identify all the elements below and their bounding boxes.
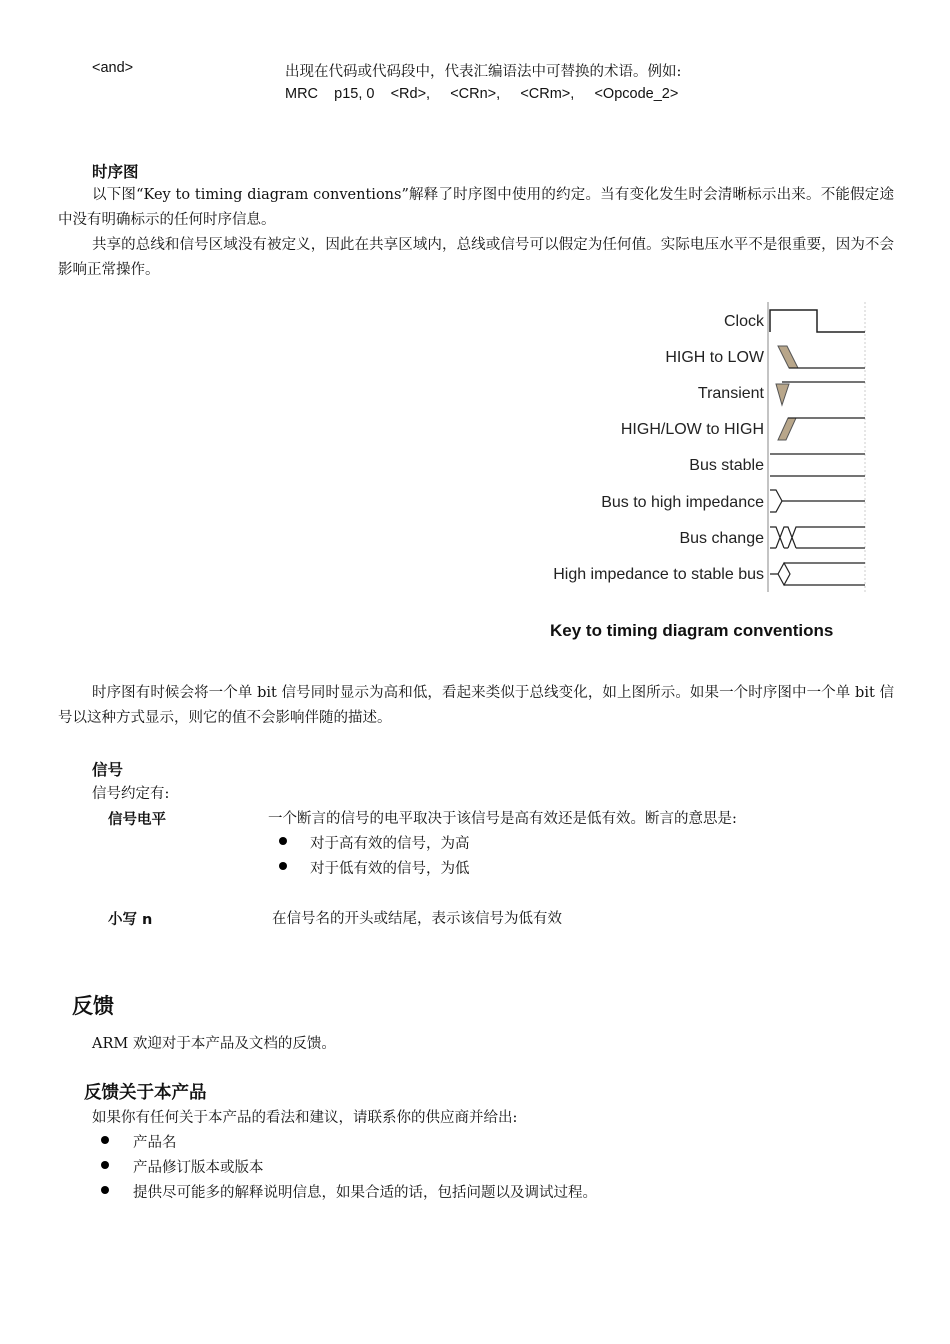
syntax-description: 出现在代码或代码段中，代表汇编语法中可替换的术语。例如: <box>285 64 682 80</box>
lower-n-term: 小写 n <box>108 912 153 928</box>
bus-to-hiz-closing <box>770 490 782 512</box>
timing-conventions-figure <box>520 296 900 652</box>
bullet-dot <box>101 1186 109 1194</box>
label-high-impedance-to-stable-bus: High impedance to stable bus <box>553 566 764 583</box>
label-clock: Clock <box>723 313 764 330</box>
timing-paragraph-1: 以下图“Key to timing diagram conventions”解释了时序图中使用的约定。当有变化发生时会清晰标示出来。不能假定途中没有明确标示的任何时序信息。 <box>58 187 894 228</box>
label-transient: Transient <box>697 385 764 402</box>
syntax-example: MRC p15, 0 <Rd>, <CRn>, <CRm>, <Opcode_2> <box>285 86 679 102</box>
feedback-product-intro: 如果你有任何关于本产品的看法和建议，请联系你的供应商并给出: <box>92 1110 518 1126</box>
feedback-bullet-2: 产品修订版本或版本 <box>133 1160 264 1176</box>
signal-level-description: 一个断言的信号的电平取决于该信号是高有效还是低有效。断言的意思是: <box>268 811 737 827</box>
bullet-dot <box>279 837 287 845</box>
signals-intro: 信号约定有: <box>92 786 170 802</box>
feedback-heading: 反馈 <box>72 994 114 1018</box>
bus-change-waveform <box>770 527 865 548</box>
bullet-dot <box>101 1161 109 1169</box>
lower-n-description: 在信号名的开头或结尾，表示该信号为低有效 <box>272 911 562 927</box>
timing-paragraph-3: 时序图有时候会将一个单 bit 信号同时显示为高和低，看起来类似于总线变化，如上图所示。如果一个时序图中一个单 bit 信号以这种方式显示，则它的值不会影响伴随的描述。 <box>58 685 894 726</box>
label-high-low-to-high: HIGH/LOW to HIGH <box>620 421 764 438</box>
feedback-product-heading: 反馈关于本产品 <box>84 1083 207 1103</box>
label-bus-change: Bus change <box>679 530 764 547</box>
feedback-bullet-3: 提供尽可能多的解释说明信息，如果合适的话，包括问题以及调试过程。 <box>133 1185 597 1201</box>
bullet-dot <box>279 862 287 870</box>
label-bus-to-high-impedance: Bus to high impedance <box>601 494 764 511</box>
low-to-high-transition <box>778 418 796 440</box>
timing-paragraph-2: 共享的总线和信号区域没有被定义，因此在共享区域内，总线或信号可以假定为任何值。实际电压水平不是很重要，因为不会影响正常操作。 <box>58 237 894 278</box>
signal-level-bullet-1: 对于高有效的信号，为高 <box>310 836 470 852</box>
timing-heading: 时序图 <box>92 163 139 181</box>
high-to-low-transition <box>778 346 798 368</box>
feedback-intro: ARM 欢迎对于本产品及文档的反馈。 <box>92 1036 336 1052</box>
signal-level-bullet-2: 对于低有效的信号，为低 <box>310 861 470 877</box>
syntax-term: <and> <box>92 60 134 76</box>
figure-caption: Key to timing diagram conventions <box>550 621 834 640</box>
signals-heading: 信号 <box>92 761 124 779</box>
signal-level-term: 信号电平 <box>108 812 166 828</box>
feedback-bullet-1: 产品名 <box>133 1135 177 1151</box>
hiz-to-stable-waveform <box>770 563 865 585</box>
transient-spike <box>776 384 789 405</box>
label-bus-stable: Bus stable <box>689 457 764 474</box>
label-high-to-low: HIGH to LOW <box>665 349 764 366</box>
bullet-dot <box>101 1136 109 1144</box>
clock-waveform <box>770 310 865 332</box>
